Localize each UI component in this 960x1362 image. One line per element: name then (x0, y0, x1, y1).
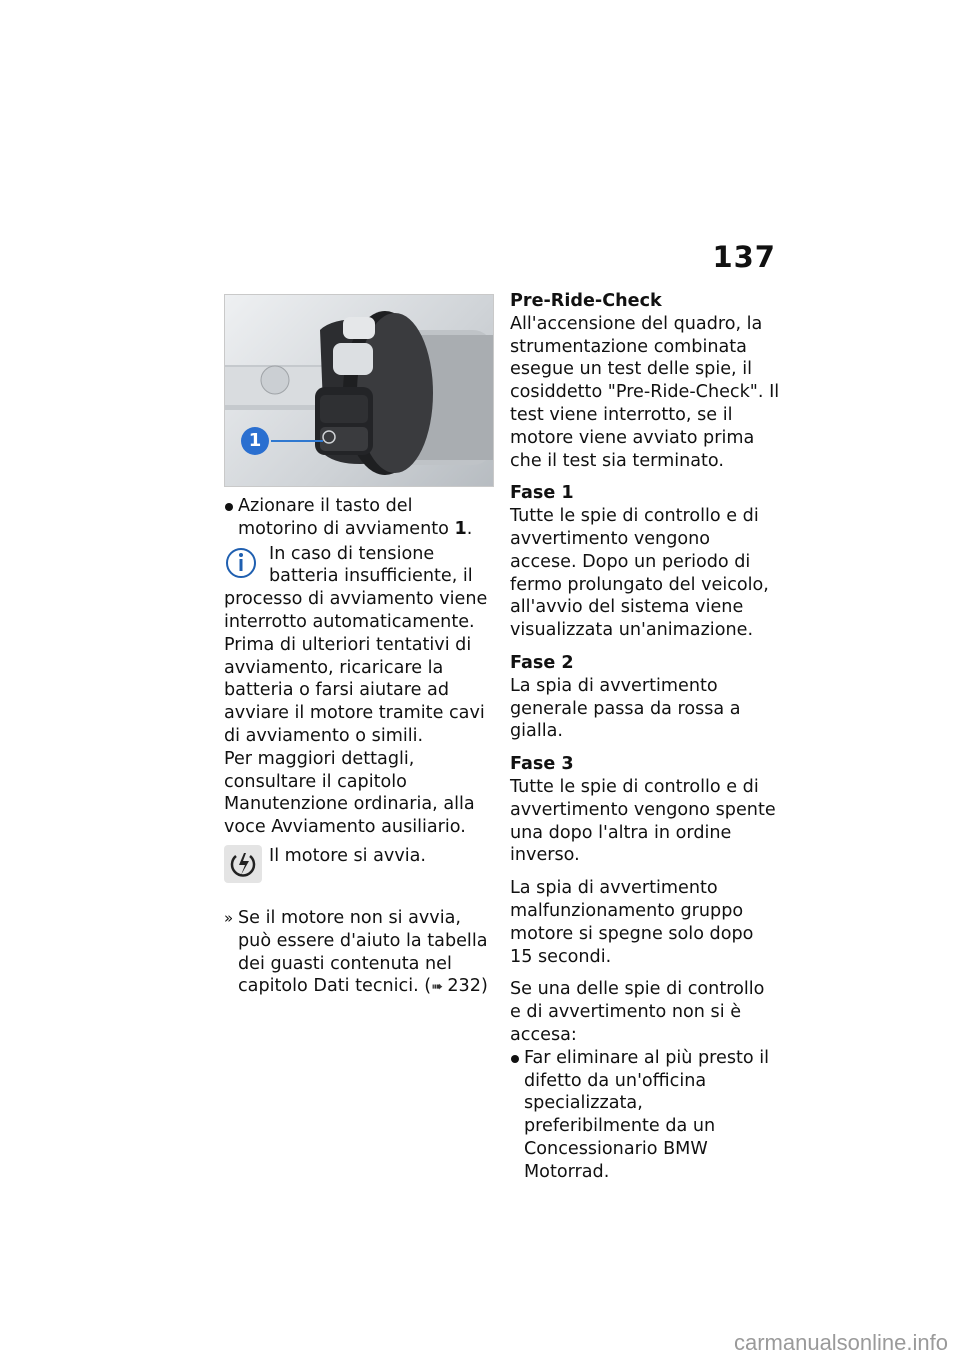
right-column (510, 290, 780, 1193)
step-end: . (466, 518, 473, 539)
trouble-text: Se il motore non si avvia, può essere d'aiuto la tabella dei guasti contenuta nel capitolo Dati tecnici. ( (238, 907, 488, 997)
info-note (224, 543, 494, 748)
section-title: Pre-Ride-Check (510, 291, 662, 311)
trouble-end: ) (480, 976, 488, 997)
info-icon (224, 543, 262, 581)
malfunction-note (510, 877, 780, 968)
phase-1-text: Tutte le spie di controllo e di avvertimento vengono accese. Dopo un periodo di fermo prolungato del veicolo, all'avvio del sistema viene visualizzata un'animazione. (510, 506, 769, 641)
not-lit-action (510, 1047, 780, 1184)
more-info-text: Per maggiori dettagli, consultare il capitolo Manutenzione ordinaria, alla voce Avviamento ausiliario. (224, 748, 475, 838)
result-text: Il motore si avvia. (269, 845, 427, 866)
left-column (224, 294, 494, 999)
handlebar-switch-illustration (225, 295, 493, 486)
phase-2-text: La spia di avvertimento generale passa da rossa a gialla. (510, 675, 741, 742)
malfunction-text: La spia di avvertimento malfunzionamento gruppo motore si spegne solo dopo 15 secondi. (510, 878, 754, 967)
pre-ride-check-section (510, 290, 780, 472)
handlebar-switch-figure (224, 294, 494, 487)
engine-start-result (224, 845, 494, 895)
page-ref-arrow-icon: ➠ (431, 979, 448, 996)
phase-3 (510, 753, 780, 867)
phase-1-title: Fase 1 (510, 483, 574, 504)
not-lit-note (510, 978, 780, 1183)
step-ref-number: 1 (454, 518, 467, 539)
page-number: 137 (712, 240, 776, 274)
watermark: carmanualsonline.info (733, 1330, 948, 1355)
chevron-right-icon: » (224, 908, 234, 927)
phase-2 (510, 652, 780, 743)
intro-text: All'accensione del quadro, la strumentazione combinata esegue un test delle spie, il cosiddetto "Pre-Ride-Check". Il test viene interrotto, se il motore viene avviato prima che il test sia terminato. (510, 313, 780, 471)
note-body: processo di avviamento viene interrotto automaticamente. Prima di ulteriori tentativi di avviamento, ricaricare la batteria o farsi aiutare ad avviare il motore tramite cavi di avviamento o simili. (224, 589, 488, 746)
step-text: Azionare il tasto del motorino di avviamento (238, 496, 455, 539)
engine-start-icon (224, 845, 262, 883)
phase-3-text: Tutte le spie di controllo e di avvertimento vengono spente una dopo l'altra in ordine inverso. (510, 776, 776, 866)
phase-2-title: Fase 2 (510, 652, 574, 673)
step-press-starter (224, 495, 494, 541)
troubleshoot-item (224, 907, 494, 999)
trouble-page-ref[interactable]: 232 (447, 976, 481, 997)
not-lit-text: Se una delle spie di controllo e di avvertimento non si è accesa: (510, 979, 765, 1045)
phase-3-title: Fase 3 (510, 754, 574, 775)
not-lit-action-text: Far eliminare al più presto il difetto da un'officina specializzata, preferibilmente da un Concessionario BMW Motorrad. (524, 1047, 770, 1182)
note-lead: In caso di tensione batteria insufficiente, il (269, 543, 473, 587)
figure-callout-1: 1 (241, 427, 269, 455)
phase-1 (510, 482, 780, 642)
